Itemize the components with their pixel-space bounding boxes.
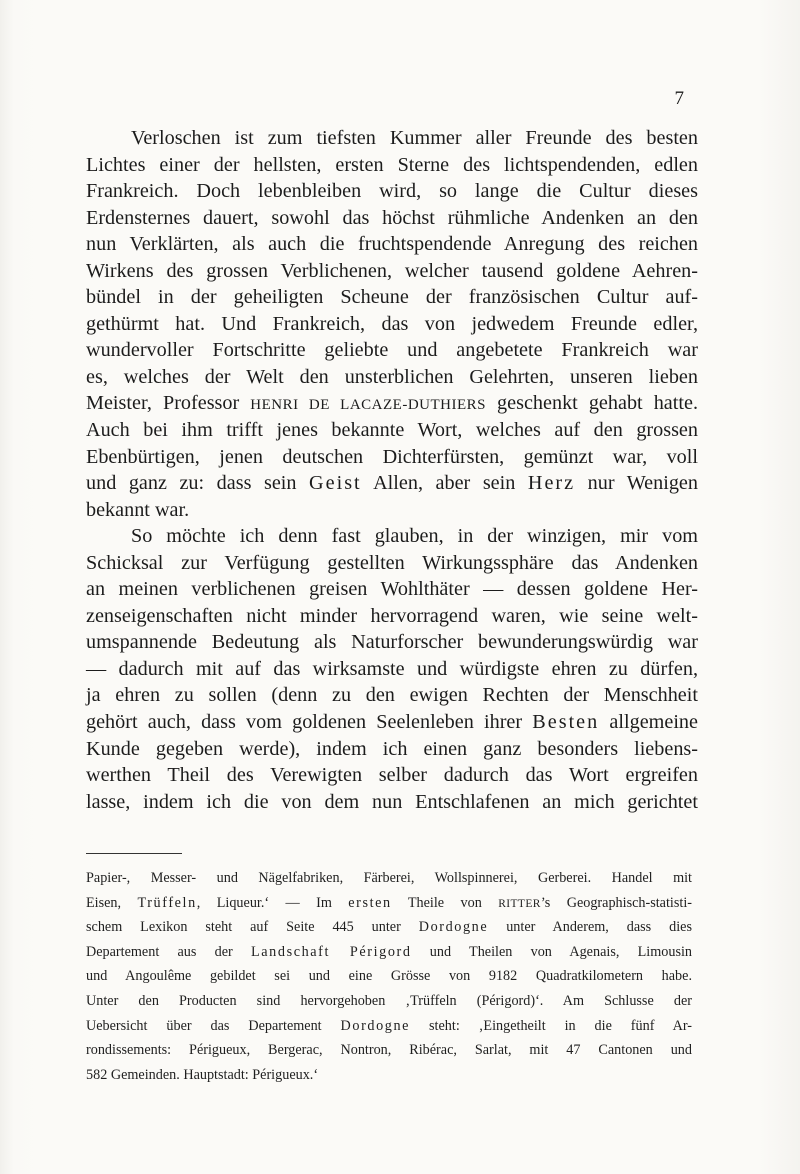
spaced-word: Herz: [527, 472, 576, 495]
text-run: Eisen,: [86, 894, 138, 911]
text-line: Ebenbürtigen, jenen deutschen Dichterfürsten, gemünzt war, voll: [86, 445, 698, 468]
text-line: lasse, indem ich die von dem nun Entschlafenen an mich gerichtet: [86, 790, 698, 813]
author-name-smallcaps: HENRI DE LACAZE-DUTHIERS: [250, 397, 486, 414]
text-run: Departement aus der: [86, 943, 252, 960]
footnote-line: [86, 891, 692, 916]
author-name-smallcaps: RITTER: [498, 897, 541, 910]
spaced-word: ersten: [348, 894, 392, 911]
text-line: Frankreich. Doch lebenbleiben wird, so lange die Cultur dieses: [86, 180, 698, 203]
text-line: werthen Theil des Verewigten selber dadurch das Wort ergreifen: [86, 764, 698, 787]
text-line: ja ehren zu sollen (denn zu den ewigen Rechten der Menschheit: [86, 684, 698, 707]
text-line: umspannende Bedeutung als Naturforscher bewunderungswürdig war: [86, 631, 698, 654]
page-number: 7: [674, 88, 684, 109]
text-line: Schicksal zur Verfügung gestellten Wirkungssphäre das Andenken: [86, 551, 698, 574]
footnote-line: 582 Gemeinden. Hauptstadt: Périgueux.‘: [86, 1066, 319, 1083]
spaced-word: Besten: [532, 711, 600, 734]
text-line: Auch bei ihm trifft jenes bekannte Wort, welches auf den grossen: [86, 419, 698, 442]
text-line: Lichtes einer der hellsten, ersten Sterne des lichtspendenden, edlen: [86, 153, 698, 176]
text-line: an meinen verblichenen greisen Wohlthäter — dessen goldene Her-: [86, 578, 698, 601]
text-line: [86, 709, 698, 736]
spaced-word: Geist: [309, 472, 362, 495]
footnote-line: [86, 1014, 692, 1039]
text-run: Theile von: [391, 894, 499, 911]
text-line: wundervoller Fortschritte geliebte und angebetete Frankreich war: [86, 339, 698, 362]
footnote-line: [86, 915, 692, 940]
text-run: und ganz zu: dass sein: [86, 472, 310, 495]
text-run: allgemeine: [599, 711, 698, 734]
main-text: [86, 125, 698, 815]
text-run: ’s Geographisch-statisti-: [540, 894, 692, 911]
spaced-word: Trüffeln: [137, 894, 197, 911]
footnote: [86, 866, 692, 1087]
text-line: Erdensternes dauert, sowohl das höchst rühmliche Andenken an den: [86, 206, 698, 229]
footnote-line: und Angoulême gebildet sei und eine Grösse von 9182 Quadratkilometern habe.: [86, 968, 692, 985]
text-run: , Liqueur.‘ — Im: [196, 894, 349, 911]
text-line: Kunde gegeben werde), indem ich einen ganz besonders liebens-: [86, 737, 698, 760]
text-run: Uebersicht über das Departement: [86, 1017, 341, 1034]
footnote-line: Unter den Producten sind hervorgehoben ‚Trüffeln (Périgord)‘. Am Schlusse der: [86, 992, 692, 1009]
text-run: nur Wenigen: [575, 472, 698, 495]
text-line: Wirkens des grossen Verblichenen, welcher tausend goldene Aehren-: [86, 259, 698, 282]
text-run: geschenkt gehabt hatte.: [485, 392, 698, 415]
text-line: bündel in der geheiligten Scheune der französischen Cultur auf-: [86, 286, 698, 309]
text-run: Allen, aber sein: [361, 472, 528, 495]
text-run: schem Lexikon steht auf Seite 445 unter: [86, 919, 419, 936]
text-line: So möchte ich denn fast glauben, in der winzigen, mir vom: [131, 525, 698, 548]
text-line: [86, 390, 698, 417]
footnote-line: [86, 940, 692, 965]
text-run: und Theilen von Agenais, Limousin: [411, 943, 693, 960]
footnote-rule: [86, 853, 182, 854]
footnote-line: rondissements: Périgueux, Bergerac, Nontron, Ribérac, Sarlat, mit 47 Cantonen und: [86, 1042, 692, 1059]
text-run: steht: ‚Eingetheilt in die fünf Ar-: [410, 1017, 692, 1034]
text-line: bekannt war.: [86, 498, 190, 521]
text-run: unter Anderem, dass dies: [488, 919, 692, 936]
text-line: [86, 470, 698, 497]
spaced-word: Dordogne: [418, 919, 489, 936]
text-line: — dadurch mit auf das wirksamste und würdigste ehren zu dürfen,: [86, 657, 698, 680]
footnote-line: Papier-, Messer- und Nägelfabriken, Färberei, Wollspinnerei, Gerberei. Handel mit: [86, 870, 692, 886]
text-run: Meister, Professor: [86, 392, 251, 415]
spaced-word: Landschaft Périgord: [251, 943, 412, 960]
text-run: gehört auch, dass vom goldenen Seelenleben ihrer: [86, 711, 533, 734]
text-line: es, welches der Welt den unsterblichen Gelehrten, unseren lieben: [86, 365, 698, 388]
text-line: nun Verklärten, als auch die fruchtspendende Anregung des reichen: [86, 233, 698, 256]
text-line: zenseigenschaften nicht minder hervorragend waren, wie seine welt-: [86, 604, 698, 627]
spaced-word: Dordogne: [340, 1017, 411, 1034]
text-line: gethürmt hat. Und Frankreich, das von jedwedem Freunde edler,: [86, 312, 698, 335]
text-line: Verloschen ist zum tiefsten Kummer aller Freunde des besten: [131, 127, 698, 149]
